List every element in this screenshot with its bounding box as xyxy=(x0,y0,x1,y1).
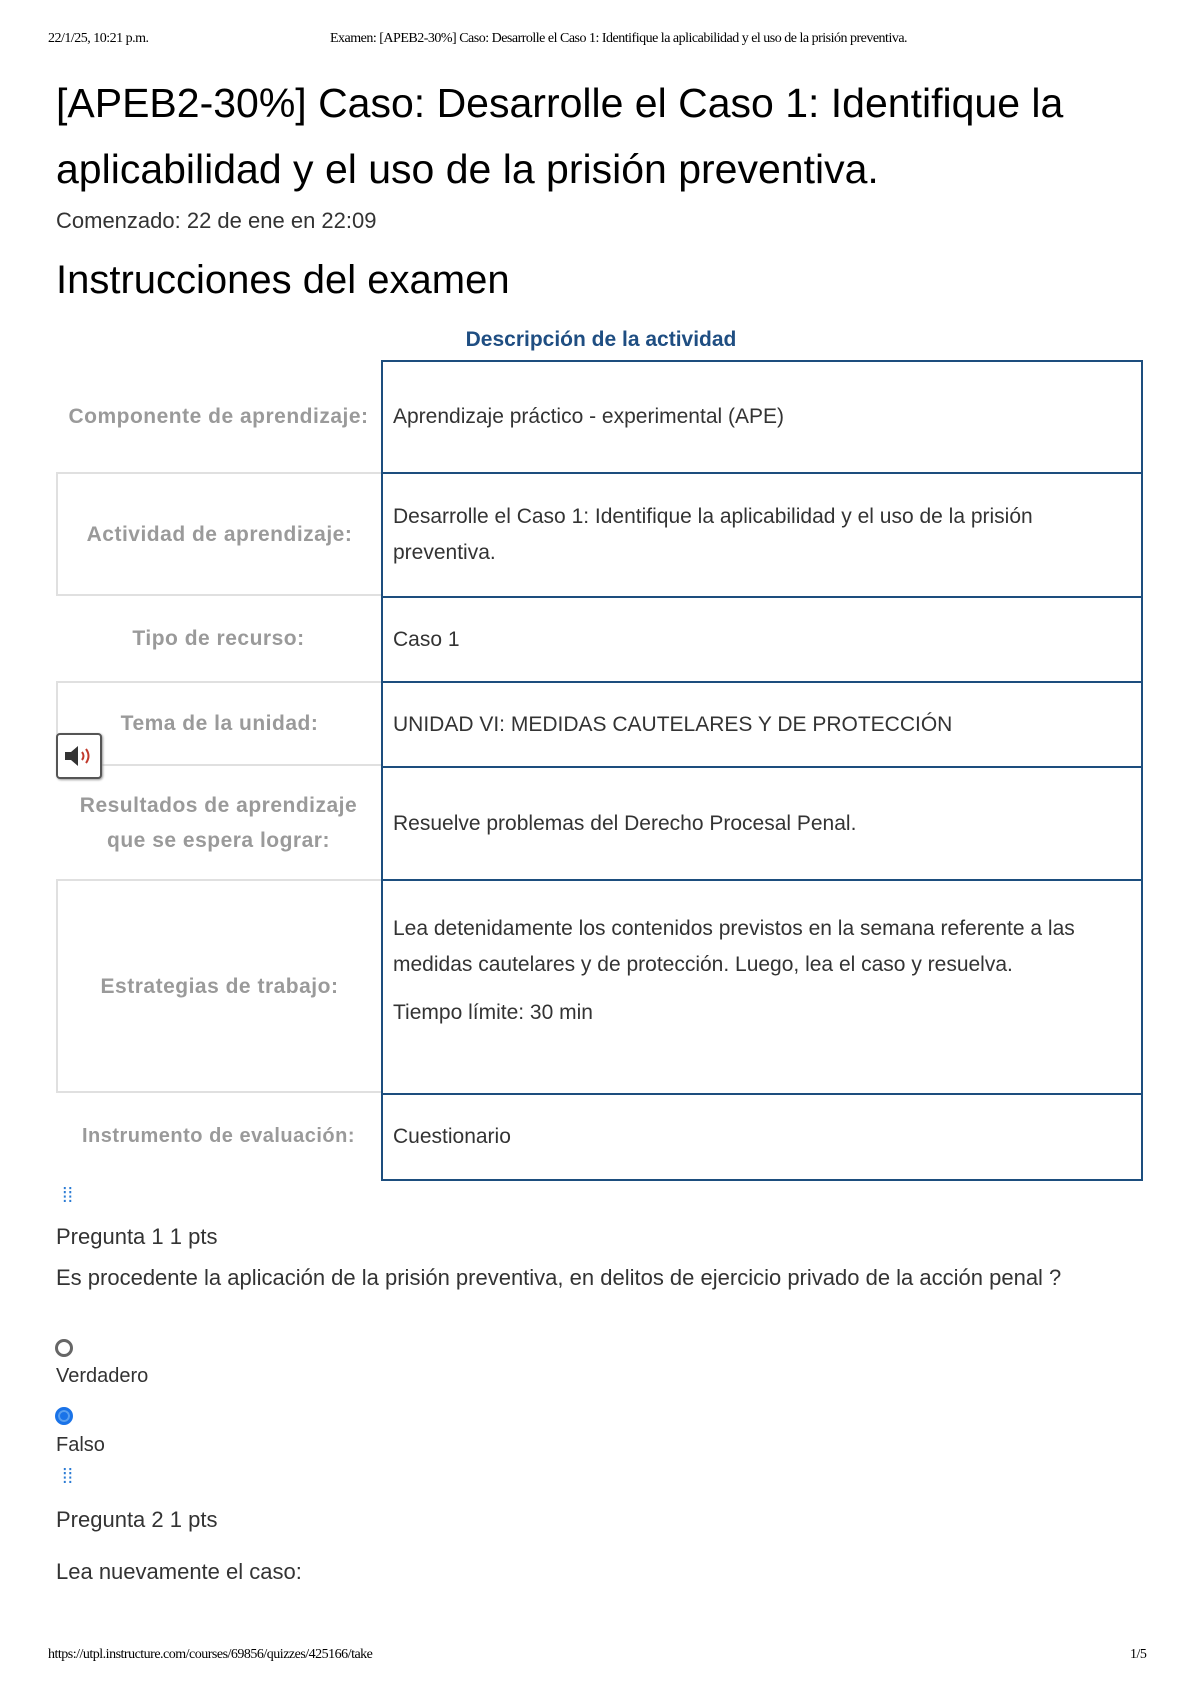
row-value-text: Desarrolle el Caso 1: Identifique la aplicabilidad y el uso de la prisión preventiva. xyxy=(393,505,1033,564)
row-value xyxy=(381,472,1143,598)
row-label: Instrumento de evaluación: xyxy=(81,1124,356,1147)
row-value-text: Lea detenidamente los contenidos previstos en la semana referente a las medidas cautelares y de protección. Luego, lea el caso y resuelva. xyxy=(393,917,1075,976)
print-datetime: 22/1/25, 10:21 p.m. xyxy=(48,31,149,46)
radio-verdadero[interactable] xyxy=(55,1339,73,1357)
row-value xyxy=(381,681,1143,768)
row-value-text: Cuestionario xyxy=(393,1125,511,1148)
radio-falso[interactable] xyxy=(55,1407,73,1425)
drag-handle-icon[interactable]: ⁞⁞ xyxy=(62,1185,74,1207)
row-value-text: UNIDAD VI: MEDIDAS CAUTELARES Y DE PROTECCIÓN xyxy=(393,712,953,736)
question-title: Pregunta 2 1 pts xyxy=(56,1507,218,1532)
question-text: Es procedente la aplicación de la prisión preventiva, en delitos de ejercicio privado de la acción penal ? xyxy=(56,1265,1062,1290)
row-label: Estrategias de trabajo: xyxy=(56,879,381,1093)
question-text: Lea nuevamente el caso: xyxy=(56,1559,302,1584)
row-label: Componente de aprendizaje: xyxy=(68,404,369,428)
time-limit: Tiempo límite: 30 min xyxy=(393,1001,593,1024)
question-title: Pregunta 1 1 pts xyxy=(56,1224,218,1249)
row-label: Tema de la unidad: xyxy=(56,681,381,766)
instructions-heading: Instrucciones del examen xyxy=(56,258,510,302)
row-value-text: Aprendizaje práctico - experimental (APE) xyxy=(393,405,785,428)
table-caption: Descripción de la actividad xyxy=(465,328,737,351)
started-time: Comenzado: 22 de ene en 22:09 xyxy=(56,208,377,233)
row-value xyxy=(381,879,1143,1095)
row-label: Actividad de aprendizaje: xyxy=(56,472,381,596)
row-value-text: Caso 1 xyxy=(393,627,460,651)
row-label: Resultados de aprendizaje que se espera lograr: xyxy=(79,793,358,852)
row-value xyxy=(381,766,1143,881)
option-label: Falso xyxy=(56,1434,105,1456)
row-value xyxy=(381,1093,1143,1181)
row-value-text: Resuelve problemas del Derecho Procesal Penal. xyxy=(393,811,857,835)
page-number: 1/5 xyxy=(1130,1647,1147,1662)
drag-handle-icon[interactable]: ⁞⁞ xyxy=(62,1466,74,1488)
speaker-icon xyxy=(63,744,95,768)
page-title: [APEB2-30%] Caso: Desarrolle el Caso 1: Identifique la aplicabilidad y el uso de la prisión preventiva. xyxy=(56,80,1064,192)
print-doc-title: Examen: [APEB2-30%] Caso: Desarrolle el Caso 1: Identifique la aplicabilidad y el uso de la prisión preventiva. xyxy=(330,31,908,46)
speaker-button[interactable] xyxy=(56,733,102,779)
row-value xyxy=(381,596,1143,683)
print-url: https://utpl.instructure.com/courses/69856/quizzes/425166/take xyxy=(48,1647,373,1662)
row-value xyxy=(381,360,1143,474)
row-label: Tipo de recurso: xyxy=(132,627,305,650)
option-label: Verdadero xyxy=(56,1365,149,1387)
